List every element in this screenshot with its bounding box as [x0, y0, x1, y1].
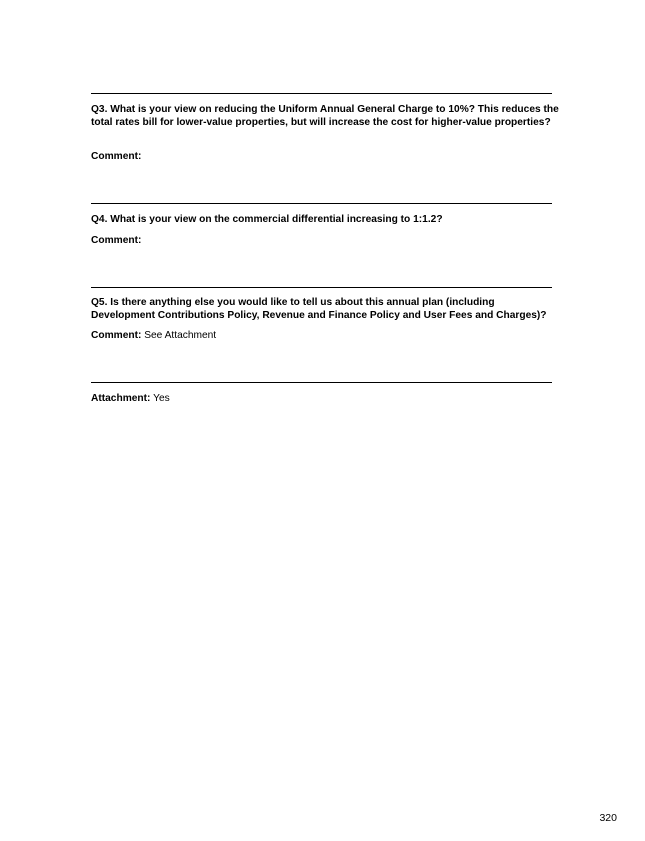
- question-q5: Q5. Is there anything else you would like to tell us about this annual plan (including Development Contributions Policy, Revenue and Finance Policy and User Fees and Charges)?: [91, 297, 547, 321]
- comment-q5: [91, 330, 216, 343]
- comment-q3: [91, 151, 141, 164]
- section-divider-q3: [91, 93, 552, 94]
- question-q4: Q4. What is your view on the commercial differential increasing to 1:1.2?: [91, 214, 443, 225]
- comment-value: See Attachment: [144, 330, 217, 341]
- page-number: 320: [599, 812, 617, 824]
- comment-label: Comment:: [91, 235, 142, 246]
- attachment-value: Yes: [153, 393, 170, 404]
- attachment-line: [91, 393, 170, 406]
- attachment-label: Attachment:: [91, 393, 151, 404]
- comment-label: Comment:: [91, 330, 142, 341]
- section-divider-q5: [91, 287, 552, 288]
- question-q3: Q3. What is your view on reducing the Uniform Annual General Charge to 10%? This reduces the total rates bill for lower-value properties, but will increase the cost for higher-value properties?: [91, 104, 559, 128]
- comment-q4: [91, 235, 141, 248]
- section-divider-attachment: [91, 382, 552, 383]
- comment-label: Comment:: [91, 151, 142, 162]
- section-divider-q4: [91, 203, 552, 204]
